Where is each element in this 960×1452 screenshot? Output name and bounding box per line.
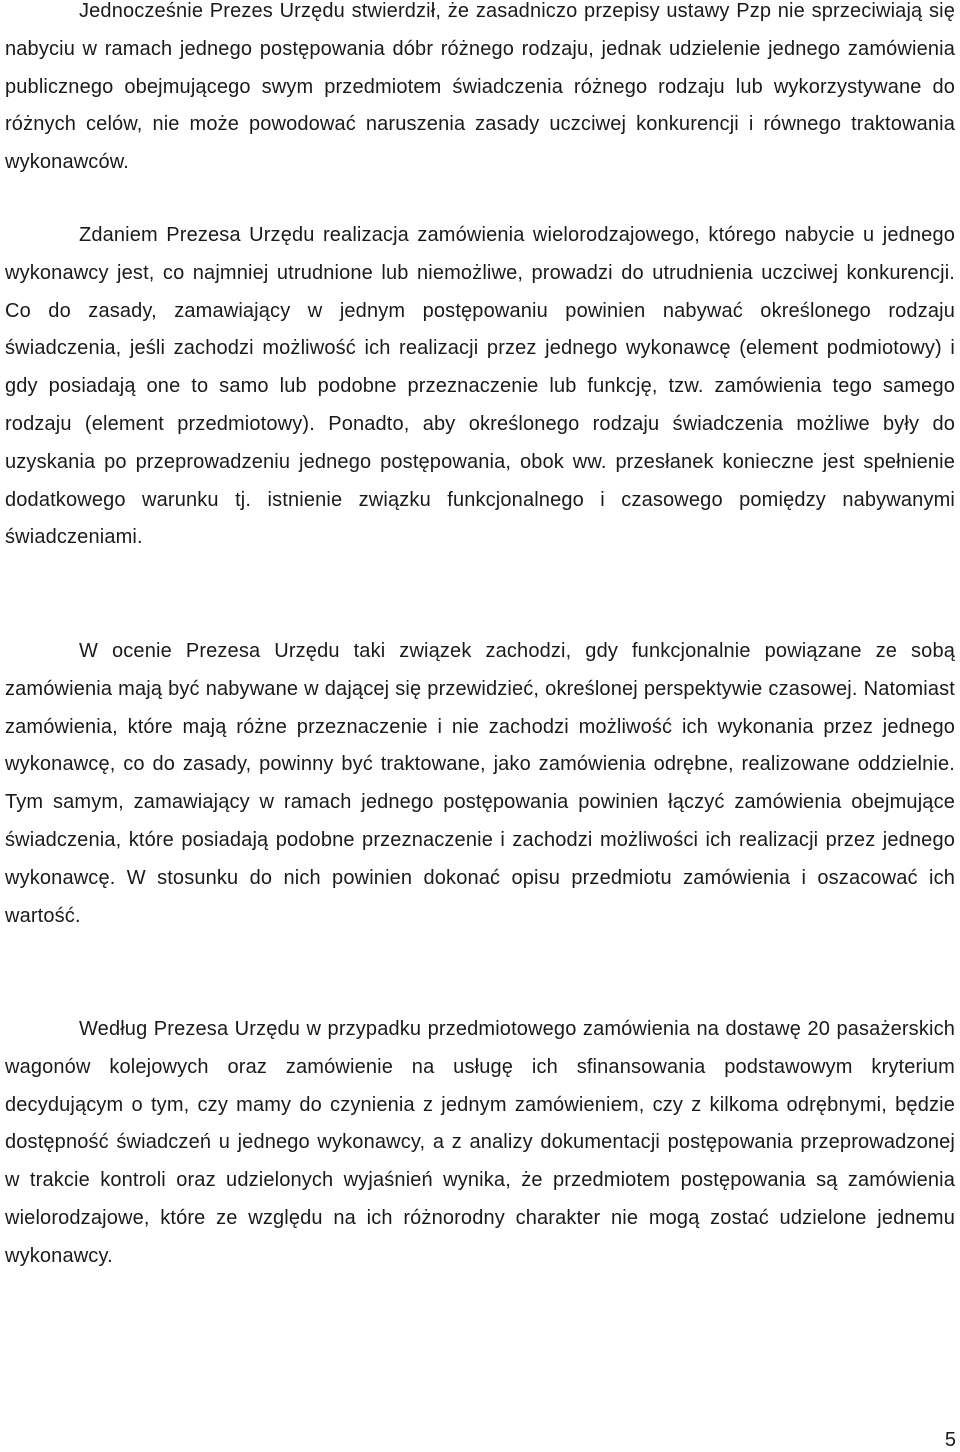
paragraph-3: W ocenie Prezesa Urzędu taki związek zachodzi, gdy funkcjonalnie powiązane ze sobą zamówienia mają być nabywane w dającej się przewidzieć, określonej perspektywie czasowej. Natomiast zamówienia, które mają różne przeznaczenie i nie zachodzi możliwość ich wykonania przez jednego wykonawcę, co do zasady, powinny być traktowane, jako zamówienia odrębne, realizowane oddzielnie. Tym samym, zamawiający w ramach jednego postępowania powinien łączyć zamówienia obejmujące świadczenia, które posiadają podobne przeznaczenie i zachodzi możliwości ich realizacji przez jednego wykonawcę. W stosunku do nich powinien dokonać opisu przedmiotu zamówienia i oszacować ich wartość.: [5, 640, 955, 927]
paragraph-1: Jednocześnie Prezes Urzędu stwierdził, że zasadniczo przepisy ustawy Pzp nie sprzeciwiają się nabyciu w ramach jednego postępowania dóbr różnego rodzaju, jednak udzielenie jednego zamówienia publicznego obejmującego swym przedmiotem świadczenia różnego rodzaju lub wykorzystywane do różnych celów, nie może powodować naruszenia zasady uczciwej konkurencji i równego traktowania wykonawców.: [5, 0, 955, 174]
paragraph-2: Zdaniem Prezesa Urzędu realizacja zamówienia wielorodzajowego, którego nabycie u jednego wykonawcy jest, co najmniej utrudnione lub niemożliwe, prowadzi do utrudnienia uczciwej konkurencji. Co do zasady, zamawiający w jednym postępowaniu powinien nabywać określonego rodzaju świadczenia, jeśli zachodzi możliwość ich realizacji przez jednego wykonawcę (element podmiotowy) i gdy posiadają one to samo lub podobne przeznaczenie lub funkcję, tzw. zamówienia tego samego rodzaju (element przedmiotowy). Ponadto, aby określonego rodzaju świadczenia możliwe były do uzyskania po przeprowadzeniu jednego postępowania, obok ww. przesłanek konieczne jest spełnienie dodatkowego warunku tj. istnienie związku funkcjonalnego i czasowego pomiędzy nabywanymi świadczeniami.: [5, 224, 955, 549]
page-number: 5: [944, 1429, 956, 1451]
paragraph-4: Według Prezesa Urzędu w przypadku przedmiotowego zamówienia na dostawę 20 pasażerskich wagonów kolejowych oraz zamówienie na usługę ich sfinansowania podstawowym kryterium decydującym o tym, czy mamy do czynienia z jednym zamówieniem, czy z kilkoma odrębnymi, będzie dostępność świadczeń u jednego wykonawcy, a z analizy dokumentacji postępowania przeprowadzonej w trakcie kontroli oraz udzielonych wyjaśnień wynika, że przedmiotem postępowania są zamówienia wielorodzajowe, które ze względu na ich różnorodny charakter nie mogą zostać udzielone jednemu wykonawcy.: [5, 1018, 955, 1267]
